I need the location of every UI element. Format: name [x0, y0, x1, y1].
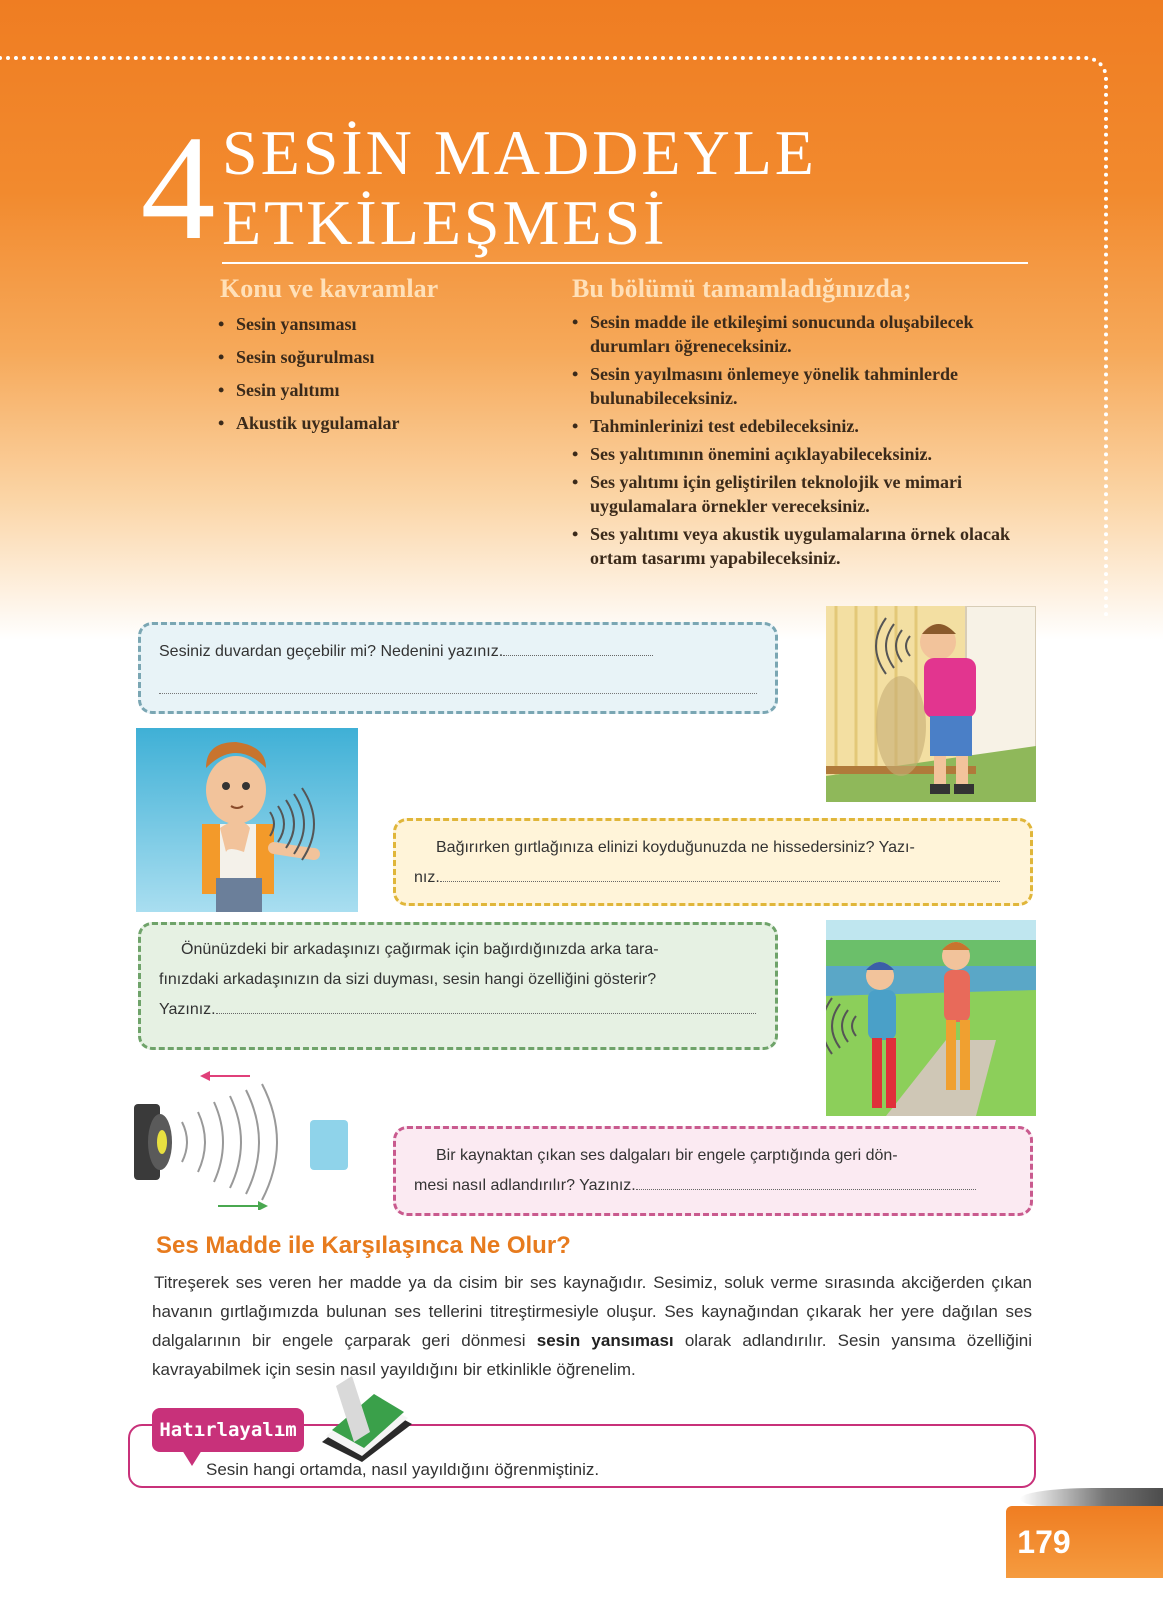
answer-line[interactable]	[159, 671, 757, 694]
section-heading: Ses Madde ile Karşılaşınca Ne Olur?	[156, 1232, 571, 1259]
question-box-shout	[138, 922, 778, 1050]
boy-touching-throat-illustration	[136, 728, 358, 912]
question-text: fınızdaki arkadaşınızın da sizi duyması, sesin hangi özelliğini gösterir?	[159, 971, 657, 988]
question-text: mesi nasıl adlandırılır? Yazınız.	[414, 1177, 636, 1194]
question-box-wall	[138, 622, 778, 714]
outcome-item: • Ses yalıtımı veya akustik uygulamalarına örnek olacak ortam tasarımı yapabileceksiniz.	[572, 522, 1052, 570]
answer-line[interactable]	[636, 1173, 976, 1190]
topic-item: • Akustik uygulamalar	[218, 411, 538, 435]
topic-item: • Sesin yansıması	[218, 312, 538, 336]
sound-reflection-illustration	[130, 1070, 360, 1210]
paragraph-text: olarak adlandırılır. Sesin yansıma özelliğini kavrayabilmek için sesin nasıl yayıldığını bir etkinlikle öğrenelim.	[152, 1331, 1032, 1379]
outcomes-list	[572, 310, 1052, 574]
topic-item: • Sesin yalıtımı	[218, 378, 538, 402]
question-text: Bağırırken gırtlağınıza elinizi koyduğunuzda ne hissedersiniz? Yazı-	[436, 839, 915, 856]
outcome-item: • Tahminlerinizi test edebileceksiniz.	[572, 414, 1052, 438]
chapter-title-line1: SESİN MADDEYLE	[222, 117, 817, 188]
book-icon	[312, 1372, 416, 1462]
page-number: 179	[1017, 1524, 1071, 1560]
question-text: Yazınız.	[159, 1001, 216, 1018]
section-paragraph	[152, 1268, 1032, 1384]
paragraph-text: Titreşerek ses veren her madde ya da cisim bir ses kaynağıdır. Sesimiz, soluk verme sırasında akciğerden çıkan havanın gırtlağımızda bulunan ses tellerini titreştirmesiyle oluşur. Ses kaynağından çıkarak her yere dağılan ses dalgalarının bir engele çarparak geri dönmesi	[152, 1273, 1032, 1350]
title-rule	[222, 262, 1028, 264]
remember-tag: Hatırlayalım	[152, 1408, 304, 1452]
outcomes-title: Bu bölümü tamamladığınızda;	[572, 274, 912, 303]
boys-shouting-park-illustration	[826, 920, 1036, 1116]
remember-tag-tail	[182, 1450, 202, 1466]
question-box-reflection	[393, 1126, 1033, 1216]
answer-line[interactable]	[440, 865, 1000, 882]
outcome-item: • Sesin madde ile etkileşimi sonucunda oluşabilecek durumları öğreneceksiniz.	[572, 310, 1052, 358]
chapter-title-line2: ETKİLEŞMESİ	[222, 187, 668, 258]
chapter-number: 4	[140, 105, 216, 271]
question-text: nız.	[414, 869, 440, 886]
question-text: Önünüzdeki bir arkadaşınızı çağırmak için bağırdığınızda arka tara-	[181, 941, 659, 958]
topic-item: • Sesin soğurulması	[218, 345, 538, 369]
answer-line[interactable]	[216, 997, 756, 1014]
remember-text: Sesin hangi ortamda, nasıl yayıldığını öğrenmiştiniz.	[206, 1460, 600, 1479]
paragraph-bold-term: sesin yansıması	[536, 1331, 674, 1350]
outcome-item: • Ses yalıtımının önemini açıklayabileceksiniz.	[572, 442, 1052, 466]
question-box-throat	[393, 818, 1033, 906]
chapter-title	[222, 118, 1042, 258]
answer-line[interactable]	[503, 639, 653, 656]
outcome-item: • Ses yalıtımı için geliştirilen teknolojik ve mimari uygulamalara örnekler vereceksiniz.	[572, 470, 1052, 518]
topics-list	[218, 312, 538, 444]
topics-title: Konu ve kavramlar	[220, 274, 439, 303]
boy-listening-at-wall-illustration	[826, 606, 1036, 802]
question-text: Bir kaynaktan çıkan ses dalgaları bir engele çarptığında geri dön-	[436, 1147, 898, 1164]
question-text: Sesiniz duvardan geçebilir mi? Nedenini yazınız.	[159, 643, 504, 660]
outcome-item: • Sesin yayılmasını önlemeye yönelik tahminlerde bulunabileceksiniz.	[572, 362, 1052, 410]
